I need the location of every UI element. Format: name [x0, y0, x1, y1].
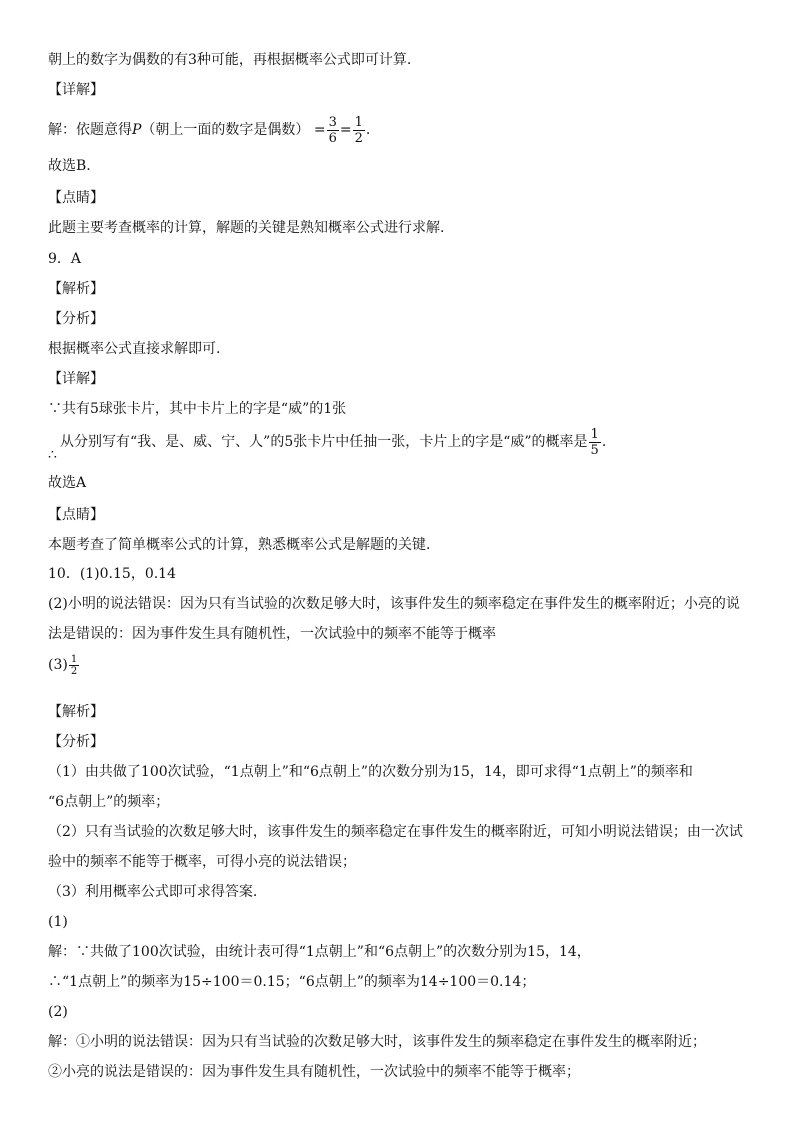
- text-line: ∵共有5球张卡片，其中卡片上的字是“威”的1张: [48, 401, 347, 417]
- text-line: 法是错误的：因为事件发生具有随机性，一次试验中的频率不能等于概率: [48, 626, 496, 642]
- text-line: 解：∵共做了100次试验，由统计表可得“1点朝上”和“6点朝上”的次数分别为15，14，: [48, 944, 591, 960]
- period: .: [365, 122, 371, 138]
- section-heading-comment: 【点睛】: [48, 507, 104, 523]
- text-line: ②小亮的说法是错误的：因为事件发生具有随机性，一次试验中的频率不能等于概率；: [48, 1064, 580, 1080]
- text-line: 故选A: [48, 475, 87, 491]
- text-line: ∴“1点朝上”的频率为15÷100＝0.15；“6点朝上”的频率为14÷100＝0.14；: [48, 974, 536, 990]
- text-line: 本题考查了简单概率公式的计算，熟悉概率公式是解题的关键.: [48, 537, 431, 553]
- fraction: [589, 427, 601, 458]
- equation-line: [48, 112, 370, 148]
- section-heading-detail: 【详解】: [48, 82, 104, 98]
- part-label: (2): [48, 1004, 68, 1020]
- equation-line: [60, 424, 606, 460]
- text-segment: （朝上一面的数字是偶数）: [141, 122, 310, 138]
- denominator: 2: [70, 665, 78, 677]
- prob-symbol: P: [132, 122, 142, 138]
- part-label: (1): [48, 914, 68, 930]
- text-line: 故选B.: [48, 158, 91, 174]
- numerator: 1: [354, 114, 363, 130]
- text-line: (2)小明的说法错误：因为只有当试验的次数足够大时，该事件发生的频率稳定在事件发生的概率附近；小亮的说: [48, 596, 740, 612]
- denominator: 6: [328, 130, 337, 146]
- therefore-symbol: ∴: [48, 447, 57, 463]
- numerator: 1: [590, 426, 599, 442]
- answer-heading: 9．A: [48, 251, 82, 267]
- fraction: [353, 115, 365, 146]
- text-line: （2）只有当试验的次数足够大时，该事件发生的频率稳定在事件发生的概率附近，可知小明说法错误；由一次试: [48, 824, 743, 840]
- equation-line: [48, 650, 80, 680]
- text-segment: 解：依题意得: [48, 122, 132, 138]
- text-segment: 从分别写有“我、是、威、宁、人”的5张卡片中任抽一张，卡片上的字是“威”的概率是: [60, 434, 588, 450]
- numerator: 3: [328, 114, 337, 130]
- section-heading-detail: 【详解】: [48, 371, 104, 387]
- fraction: [69, 654, 79, 677]
- section-heading-analysis: 【分析】: [48, 734, 104, 750]
- section-heading-comment: 【点睛】: [48, 190, 104, 206]
- text-segment: (3): [48, 657, 68, 673]
- text-line: 验中的频率不能等于概率，可得小亮的说法错误；: [48, 854, 356, 870]
- fraction: [327, 115, 339, 146]
- denominator: 5: [590, 442, 599, 458]
- equals-sign: =: [339, 122, 352, 138]
- text-line: 此题主要考查概率的计算，解题的关键是熟知概率公式进行求解.: [48, 220, 445, 236]
- text-line: “6点朝上”的频率；: [48, 794, 170, 810]
- denominator: 2: [354, 130, 363, 146]
- section-heading-solution: 【解析】: [48, 281, 104, 297]
- text-line: 根据概率公式直接求解即可.: [48, 341, 221, 357]
- text-line: 解：①小明的说法错误：因为只有当试验的次数足够大时，该事件发生的频率稳定在事件发生的概率附近；: [48, 1034, 706, 1050]
- text-line: （3）利用概率公式即可求得答案.: [48, 884, 258, 900]
- period: .: [601, 434, 607, 450]
- answer-heading: 10．(1)0.15，0.14: [48, 566, 176, 582]
- section-heading-analysis: 【分析】: [48, 311, 104, 327]
- text-line: 朝上的数字为偶数的有3种可能，再根据概率公式即可计算.: [48, 52, 412, 68]
- numerator: 1: [70, 653, 78, 665]
- section-heading-solution: 【解析】: [48, 704, 104, 720]
- text-line: （1）由共做了100次试验，“1点朝上”和“6点朝上”的次数分别为15，14，即可求得“1点朝上”的频率和: [48, 764, 693, 780]
- equals-sign: =: [313, 122, 326, 138]
